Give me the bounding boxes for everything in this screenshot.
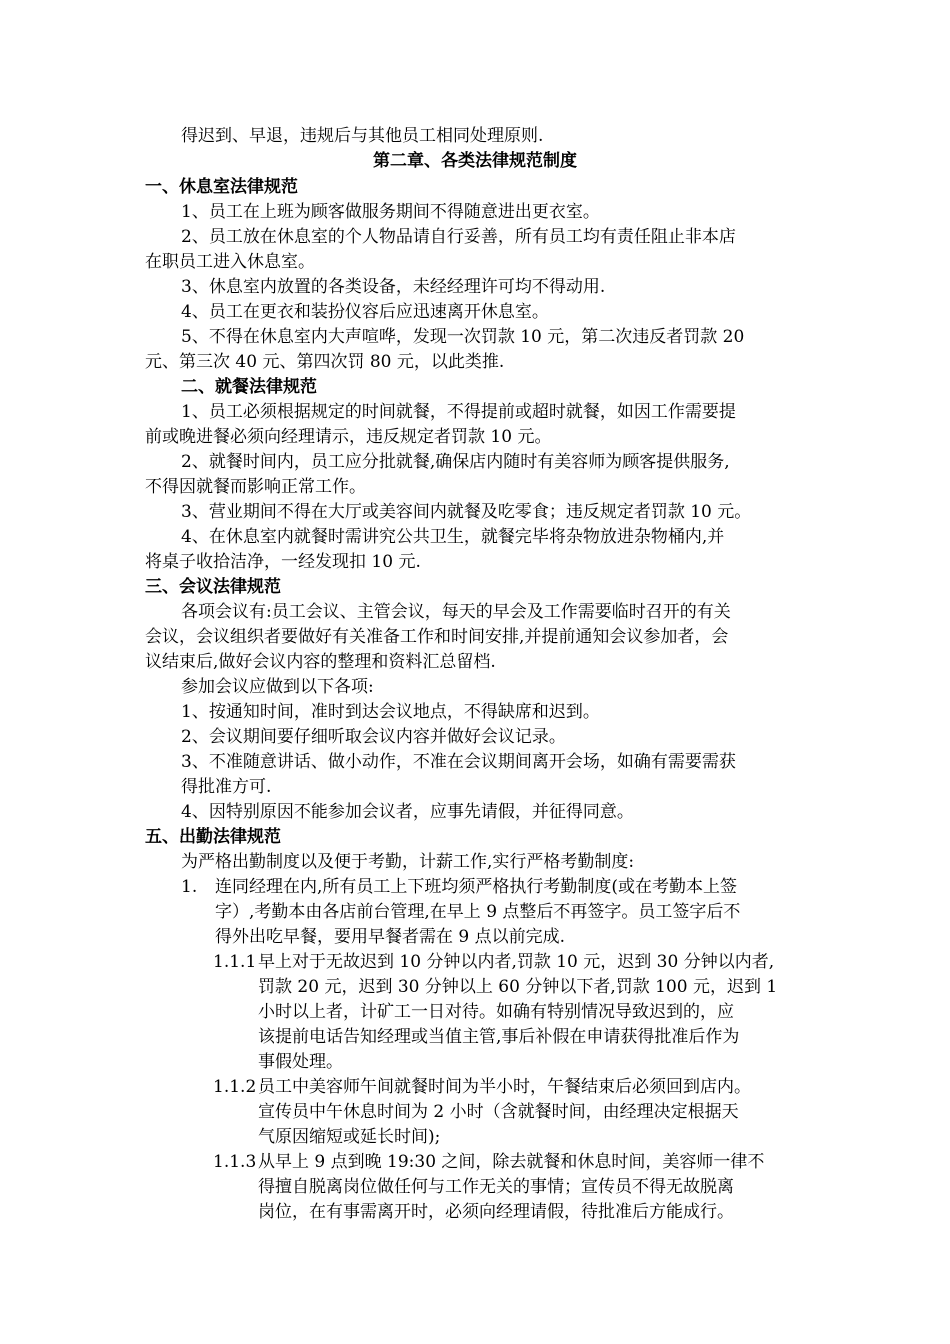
text-line: 字）,考勤本由各店前台管理,在早上 9 点整后不再签字。员工签字后不 bbox=[215, 902, 741, 922]
text-line: 小时以上者，计矿工一日对待。如确有特别情况导致迟到的，应 bbox=[258, 1002, 734, 1022]
text-line: 元、第三次 40 元、第四次罚 80 元，以此类推. bbox=[145, 352, 505, 372]
text-line: 将桌子收拾洁净，一经发现扣 10 元. bbox=[145, 552, 421, 572]
text-line: 4、因特别原因不能参加会议者，应事先请假，并征得同意。 bbox=[181, 802, 634, 822]
text-line: 连同经理在内,所有员工上下班均须严格执行考勤制度(或在考勤本上签 bbox=[215, 877, 738, 897]
text-line: 为严格出勤制度以及便于考勤，计薪工作,实行严格考勤制度: bbox=[181, 852, 635, 872]
text-line: 员工中美容师午间就餐时间为半小时，午餐结束后必须回到店内。 bbox=[258, 1077, 751, 1097]
text-line: 2、会议期间要仔细听取会议内容并做好会议记录。 bbox=[181, 727, 566, 747]
text-line: 各项会议有:员工会议、主管会议，每天的早会及工作需要临时召开的有关 bbox=[181, 602, 731, 622]
text-line: 3、营业期间不得在大厅或美容间内就餐及吃零食；违反规定者罚款 10 元。 bbox=[181, 502, 752, 522]
text-line: 参加会议应做到以下各项: bbox=[181, 677, 374, 697]
text-line: 得外出吃早餐，要用早餐者需在 9 点以前完成. bbox=[215, 927, 566, 947]
text-line: 该提前电话告知经理或当值主管,事后补假在申请获得批准后作为 bbox=[258, 1027, 740, 1047]
text-line: 5、不得在休息室内大声喧哗，发现一次罚款 10 元，第二次违反者罚款 20 bbox=[181, 327, 745, 347]
list-number: 1.1.1 bbox=[213, 952, 257, 972]
text-line: 议结束后,做好会议内容的整理和资料汇总留档. bbox=[145, 652, 496, 672]
text-line: 4、员工在更衣和装扮仪容后应迅速离开休息室。 bbox=[181, 302, 549, 322]
text-line: 1、员工在上班为顾客做服务期间不得随意进出更衣室。 bbox=[181, 202, 600, 222]
text-line: 事假处理。 bbox=[258, 1052, 343, 1072]
text-line: 得批准方可. bbox=[181, 777, 272, 797]
text-line: 3、不准随意讲话、做小动作，不准在会议期间离开会场，如确有需要需获 bbox=[181, 752, 736, 772]
text-line: 早上对于无故迟到 10 分钟以内者,罚款 10 元，迟到 30 分钟以内者, bbox=[258, 952, 775, 972]
section-heading: 二、就餐法律规范 bbox=[181, 377, 317, 397]
text-line: 1、员工必须根据规定的时间就餐，不得提前或超时就餐，如因工作需要提 bbox=[181, 402, 736, 422]
text-line: 得迟到、早退，违规后与其他员工相同处理原则. bbox=[181, 126, 544, 146]
text-line: 会议，会议组织者要做好有关准备工作和时间安排,并提前通知会议参加者，会 bbox=[145, 627, 729, 647]
text-line: 得擅自脱离岗位做任何与工作无关的事情；宣传员不得无故脱离 bbox=[258, 1177, 734, 1197]
section-heading: 一、休息室法律规范 bbox=[145, 177, 298, 197]
chapter-title: 第二章、各类法律规范制度 bbox=[373, 151, 577, 171]
text-line: 在职员工进入休息室。 bbox=[145, 252, 315, 272]
text-line: 2、员工放在休息室的个人物品请自行妥善，所有员工均有责任阻止非本店 bbox=[181, 227, 736, 247]
section-heading: 三、会议法律规范 bbox=[145, 577, 281, 597]
text-line: 前或晚进餐必须向经理请示，违反规定者罚款 10 元。 bbox=[145, 427, 552, 447]
list-number: 1.1.2 bbox=[213, 1077, 257, 1097]
text-line: 罚款 20 元，迟到 30 分钟以上 60 分钟以下者,罚款 100 元，迟到 1 bbox=[258, 977, 778, 997]
text-line: 气原因缩短或延长时间); bbox=[258, 1127, 441, 1147]
text-line: 3、休息室内放置的各类设备，未经经理许可均不得动用. bbox=[181, 277, 606, 297]
text-line: 2、就餐时间内，员工应分批就餐,确保店内随时有美容师为顾客提供服务, bbox=[181, 452, 730, 472]
text-line: 从早上 9 点到晚 19:30 之间，除去就餐和休息时间，美容师一律不 bbox=[258, 1152, 765, 1172]
list-number: 1.1.3 bbox=[213, 1152, 257, 1172]
text-line: 不得因就餐而影响正常工作。 bbox=[145, 477, 366, 497]
text-line: 岗位，在有事需离开时，必须向经理请假，待批准后方能成行。 bbox=[258, 1202, 734, 1222]
text-line: 宣传员中午休息时间为 2 小时（含就餐时间，由经理决定根据天 bbox=[258, 1102, 739, 1122]
list-number: 1. bbox=[181, 877, 198, 897]
section-heading: 五、出勤法律规范 bbox=[145, 827, 281, 847]
text-line: 4、在休息室内就餐时需讲究公共卫生，就餐完毕将杂物放进杂物桶内,并 bbox=[181, 527, 725, 547]
text-line: 1、按通知时间，准时到达会议地点，不得缺席和迟到。 bbox=[181, 702, 600, 722]
